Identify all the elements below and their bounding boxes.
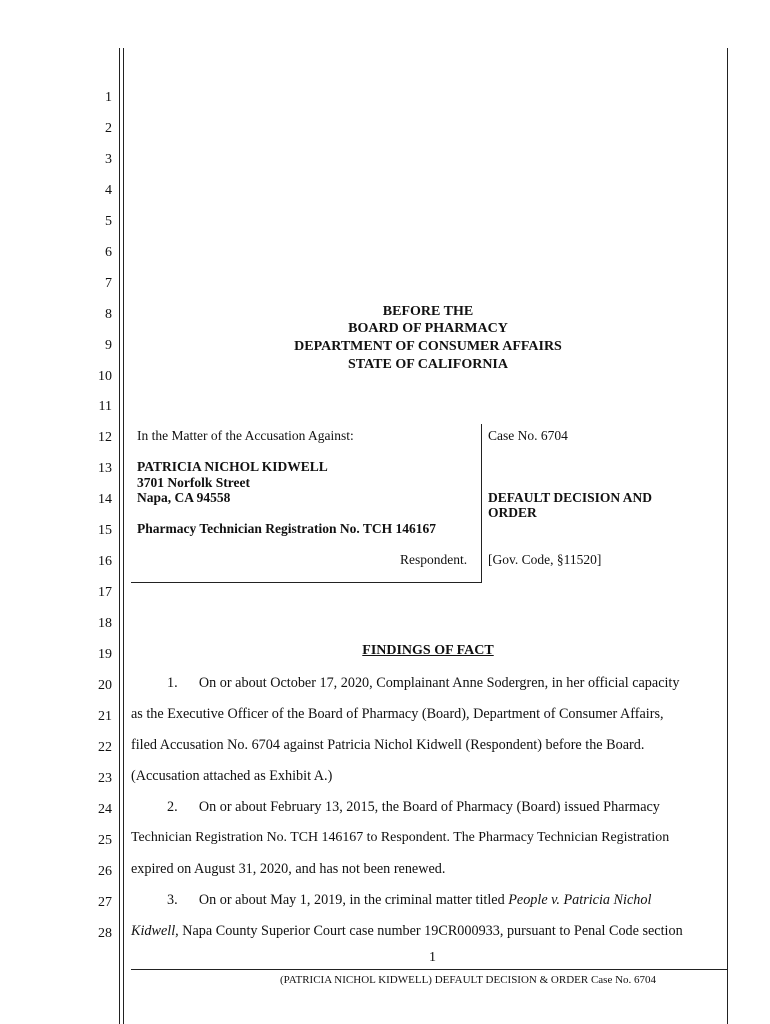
line-number: 26 [98,864,112,879]
line-number: 11 [98,399,112,414]
respondent-address-line-1: 3701 Norfolk Street [137,475,250,490]
line-number: 23 [98,771,112,786]
line-number: 8 [105,307,112,322]
left-margin-rule-outer [119,48,120,1024]
paragraph-1-line-4: (Accusation attached as Exhibit A.) [131,768,333,784]
line-number: 12 [98,430,112,445]
heading-line-4: STATE OF CALIFORNIA [348,357,508,372]
line-number: 19 [98,647,112,662]
paragraph-1-line-1: 1. On or about October 17, 2020, Complainant Anne Sodergren, in her official capacity [167,675,680,691]
line-number: 1 [105,90,112,105]
line-number: 17 [98,585,112,600]
gov-code-citation: [Gov. Code, §11520] [488,552,602,567]
line-number: 22 [98,740,112,755]
line-number: 2 [105,121,112,136]
paragraph-3-line-1-text: 3. On or about May 1, 2019, in the criminal matter titled [167,892,509,908]
document-title-line-1: DEFAULT DECISION AND [488,490,653,505]
line-number: 27 [98,895,112,910]
heading-line-1: BEFORE THE [382,304,474,319]
paragraph-2-line-1: 2. On or about February 13, 2015, the Board of Pharmacy (Board) issued Pharmacy [167,799,660,815]
respondent-name: PATRICIA NICHOL KIDWELL [137,459,328,474]
line-number: 13 [98,461,112,476]
paragraph-3-line-2 [131,923,683,940]
line-number: 14 [98,492,112,507]
paragraph-3-line-1 [167,892,651,909]
line-number: 5 [105,214,112,229]
caption-divider-bottom [131,582,482,583]
line-number: 24 [98,802,112,817]
left-margin-rule-inner [123,48,124,1024]
paragraph-2-line-2: Technician Registration No. TCH 146167 to Respondent. The Pharmacy Technician Registration [131,830,670,845]
respondent-address-line-2: Napa, CA 94558 [137,490,231,505]
line-number: 4 [105,183,112,198]
document-title-line-2: ORDER [488,505,537,520]
line-number: 10 [98,369,112,384]
line-number: 21 [98,709,112,724]
respondent-label: Respondent. [400,552,468,567]
line-number: 6 [105,245,112,260]
case-title-italic-cont: Kidwell [131,923,176,939]
right-margin-rule [727,48,728,1024]
footer-caption: (PATRICIA NICHOL KIDWELL) DEFAULT DECISION & ORDER Case No. 6704 [280,974,657,986]
paragraph-1-line-2: as the Executive Officer of the Board of Pharmacy (Board), Department of Consumer Affairs, [131,706,664,722]
heading-line-3: DEPARTMENT OF CONSUMER AFFAIRS [294,339,562,354]
case-number: Case No. 6704 [488,428,568,443]
paragraph-2-line-3: expired on August 31, 2020, and has not been renewed. [131,861,446,877]
footer-rule [131,969,727,970]
line-number: 3 [105,152,112,167]
case-title-italic: People v. Patricia Nichol [508,892,652,908]
page-number: 1 [429,950,436,965]
line-number: 16 [98,554,112,569]
line-number: 25 [98,833,112,848]
section-title-text: FINDINGS OF FACT [362,643,494,658]
line-number: 28 [98,926,112,941]
caption-matter: In the Matter of the Accusation Against: [137,428,354,443]
heading-line-2: BOARD OF PHARMACY [348,321,508,336]
line-number: 9 [105,338,112,353]
caption-divider-vertical [481,424,482,583]
line-number: 7 [105,276,112,291]
line-number: 15 [98,523,112,538]
paragraph-1-line-3: filed Accusation No. 6704 against Patricia Nichol Kidwell (Respondent) before the Board. [131,737,645,753]
line-number: 20 [98,678,112,693]
section-title [133,643,723,659]
paragraph-3-line-2-text: , Napa County Superior Court case number 19CR000933, pursuant to Penal Code section [175,923,683,939]
line-number: 18 [98,616,112,631]
registration-number: Pharmacy Technician Registration No. TCH 146167 [137,521,437,536]
